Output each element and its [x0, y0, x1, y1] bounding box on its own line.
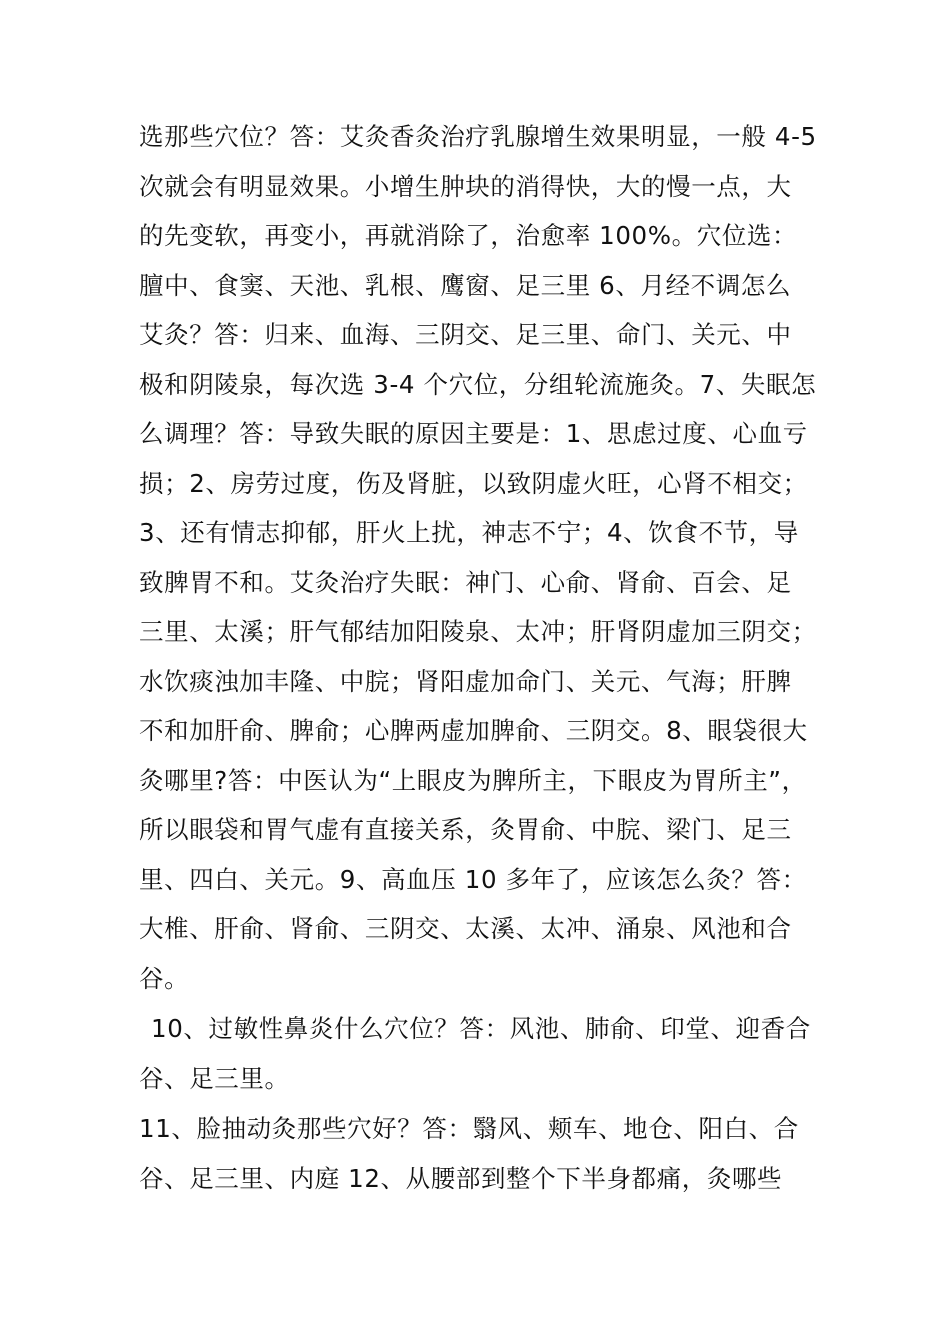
- text-line: 次就会有明显效果。小增生肿块的消得快，大的慢一点，大: [139, 171, 792, 201]
- text-line: 10、过敏性鼻炎什么穴位？答：风池、肺俞、印堂、迎香合: [151, 1014, 811, 1043]
- paragraph-2: [139, 1004, 839, 1103]
- text-line: 灸哪里?答：中医认为“上眼皮为脾所主，下眼皮为胃所主”，: [139, 765, 807, 795]
- text-line: 里、四白、关元。9、高血压 10 多年了，应该怎么灸？答：: [139, 864, 807, 894]
- text-line: 水饮痰浊加丰隆、中脘；肾阳虚加命门、关元、气海；肝脾: [139, 666, 792, 696]
- text-line: 谷、足三里。: [139, 1063, 290, 1093]
- document-body: [139, 112, 839, 1203]
- text-line: 谷、足三里、内庭 12、从腰部到整个下半身都痛，灸哪些: [139, 1163, 783, 1193]
- text-line: 艾灸？答：归来、血海、三阴交、足三里、命门、关元、中: [139, 320, 792, 349]
- text-line: 极和阴陵泉，每次选 3-4 个穴位，分组轮流施灸。7、失眠怎: [139, 369, 817, 399]
- text-line: 致脾胃不和。艾灸治疗失眠：神门、心俞、肾俞、百会、足: [139, 567, 792, 597]
- text-line: 三里、太溪；肝气郁结加阳陵泉、太冲；肝肾阴虚加三阴交；: [139, 617, 817, 646]
- text-line: 选那些穴位？答：艾灸香灸治疗乳腺增生效果明显，一般 4-5: [139, 122, 817, 151]
- text-line: 的先变软，再变小，再就消除了，治愈率 100%。穴位选：: [139, 221, 798, 250]
- text-line: 11、脸抽动灸那些穴好？答：翳风、颊车、地仓、阳白、合: [139, 1114, 799, 1143]
- paragraph-3: [139, 1104, 839, 1203]
- text-line: 所以眼袋和胃气虚有直接关系，灸胃俞、中脘、梁门、足三: [139, 815, 792, 844]
- text-line: 3、还有情志抑郁，肝火上扰，神志不宁；4、饮食不节，导: [139, 518, 799, 547]
- text-line: 损；2、房劳过度，伤及肾脏，以致阴虚火旺，心肾不相交；: [139, 468, 808, 498]
- text-line: 大椎、肝俞、肾俞、三阴交、太溪、太冲、涌泉、风池和合: [139, 914, 792, 943]
- text-line: 谷。: [139, 963, 190, 993]
- text-line: 不和加肝俞、脾俞；心脾两虚加脾俞、三阴交。8、眼袋很大: [139, 716, 808, 745]
- paragraph-1: [139, 112, 839, 1003]
- text-line: 么调理？答：导致失眠的原因主要是：1、思虑过度、心血亏: [139, 419, 808, 448]
- text-line: 膻中、食窦、天池、乳根、鹰窗、足三里 6、月经不调怎么: [139, 270, 792, 300]
